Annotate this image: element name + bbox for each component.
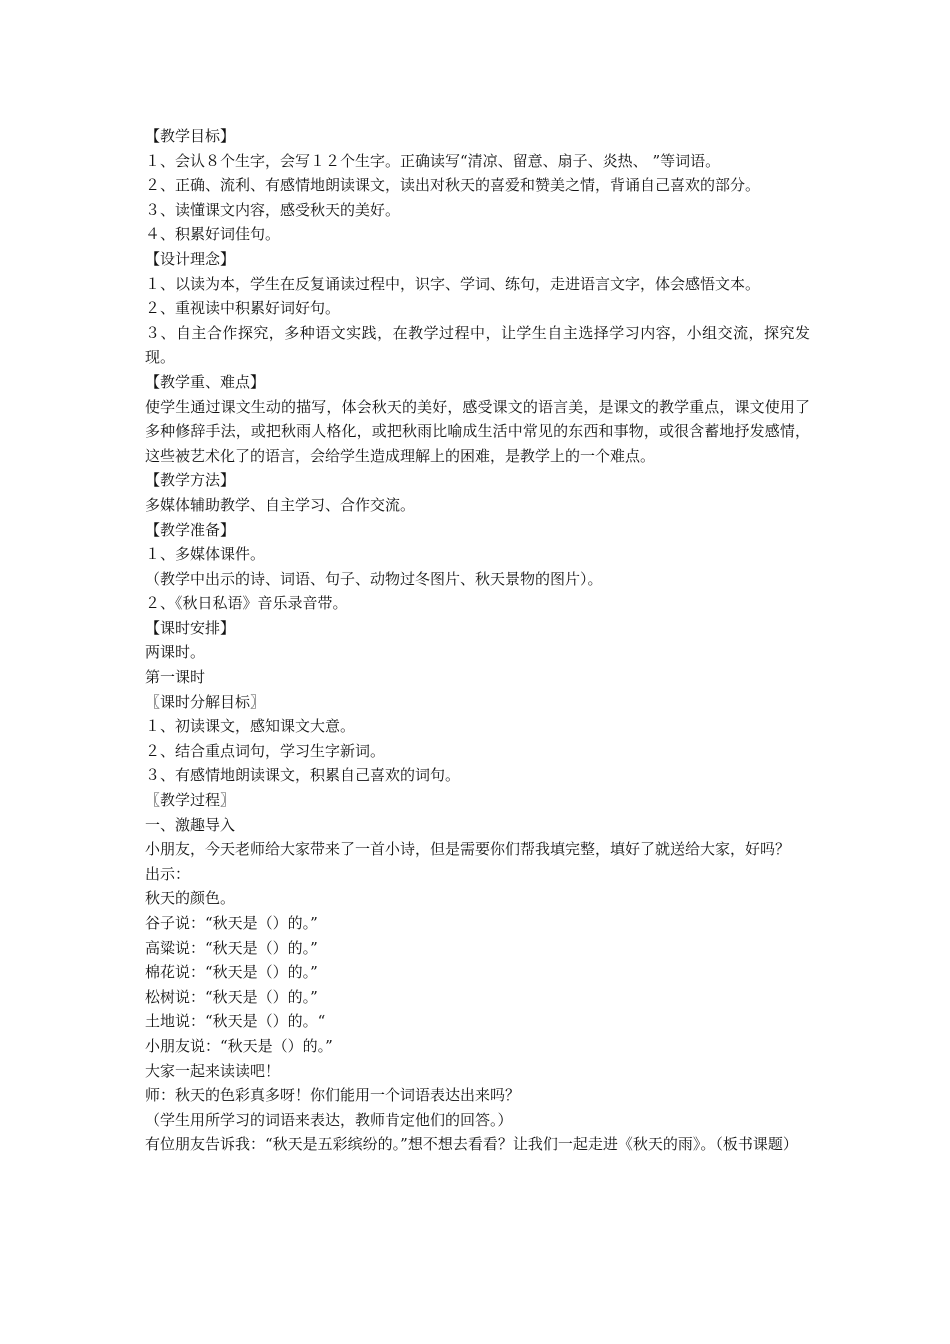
heading-schedule: 【课时安排】 xyxy=(145,618,236,637)
document-page xyxy=(145,124,810,1157)
lesson-goal-2: ２、结合重点词句，学习生字新词。 xyxy=(145,741,386,760)
heading-teaching-prep: 【教学准备】 xyxy=(145,520,236,539)
heading-teaching-method: 【教学方法】 xyxy=(145,471,236,490)
key-points-paragraph: 使学生通过课文生动的描写，体会秋天的美好，感受课文的语言美，是课文的教学重点，课文使用了多种修辞手法，或把秋雨人格化，或把秋雨比喻成生活中常见的东西和事物，或很含蓄地抒发感情，这些被艺术化了的语言，会给学生造成理解上的困难，是教学上的一个难点。 xyxy=(145,397,810,465)
show-label: 出示： xyxy=(145,864,191,883)
intro-paragraph: 小朋友，今天老师给大家带来了一首小诗，但是需要你们帮我填完整，填好了就送给大家，好吗？ xyxy=(145,840,791,859)
teaching-method-text: 多媒体辅助教学、自主学习、合作交流。 xyxy=(145,495,416,514)
heading-key-points: 【教学重、难点】 xyxy=(145,372,266,391)
prep-item-1: １、多媒体课件。 xyxy=(145,545,266,564)
concept-item-1: １、以读为本，学生在反复诵读过程中，识字、学词、练句，走进语言文字，体会感悟文本。 xyxy=(145,274,761,293)
poem-line-6: 小朋友说：“秋天是（）的。” xyxy=(145,1036,333,1055)
concept-item-2: ２、重视读中积累好词好句。 xyxy=(145,299,341,318)
schedule-text: 两课时。 xyxy=(145,643,206,662)
heading-teaching-process: 〖教学过程〗 xyxy=(145,791,236,810)
concept-item-3: ３、自主合作探究，多种语文实践，在教学过程中，让学生自主选择学习内容，小组交流，探究发现。 xyxy=(145,323,810,367)
closing-paragraph: 有位朋友告诉我：“秋天是五彩缤纷的。”想不想去看看？让我们一起走进《秋天的雨》。（板书课题） xyxy=(145,1135,798,1154)
lesson-goal-1: １、初读课文，感知课文大意。 xyxy=(145,717,356,736)
poem-line-5: 土地说：“秋天是（）的。“ xyxy=(145,1012,326,1031)
poem-title: 秋天的颜色。 xyxy=(145,889,236,908)
read-together: 大家一起来读读吧！ xyxy=(145,1061,281,1080)
heading-lesson-goals: 〖课时分解目标〗 xyxy=(145,692,266,711)
prep-item-2: ２、《秋日私语》音乐录音带。 xyxy=(145,594,348,613)
goal-item-1: １、会认８个生字，会写１２个生字。正确读写“清凉、留意、扇子、炎热、 ”等词语。 xyxy=(145,151,721,170)
teacher-question: 师：秋天的色彩真多呀！你们能用一个词语表达出来吗？ xyxy=(145,1086,521,1105)
heading-teaching-goals: 【教学目标】 xyxy=(145,127,236,145)
process-step-1-title: 一、激趣导入 xyxy=(145,815,236,834)
poem-line-1: 谷子说：“秋天是（）的。” xyxy=(145,914,318,932)
lesson-goal-3: ３、有感情地朗读课文，积累自己喜欢的词句。 xyxy=(145,766,461,785)
goal-item-3: ３、读懂课文内容，感受秋天的美好。 xyxy=(145,200,401,219)
poem-line-3: 棉花说：“秋天是（）的。” xyxy=(145,963,318,982)
prep-note: （教学中出示的诗、词语、句子、动物过冬图片、秋天景物的图片）。 xyxy=(145,569,603,588)
goal-item-4: ４、积累好词佳句。 xyxy=(145,225,281,244)
heading-design-concept: 【设计理念】 xyxy=(145,249,236,268)
goal-item-2: ２、正确、流利、有感情地朗读课文，读出对秋天的喜爱和赞美之情，背诵自己喜欢的部分。 xyxy=(145,176,761,195)
poem-line-2: 高粱说：“秋天是（）的。” xyxy=(145,938,318,957)
poem-line-4: 松树说：“秋天是（）的。” xyxy=(145,987,318,1006)
student-response-note: （学生用所学习的词语来表达，教师肯定他们的回答。） xyxy=(145,1110,513,1129)
first-lesson-title: 第一课时 xyxy=(145,668,206,687)
